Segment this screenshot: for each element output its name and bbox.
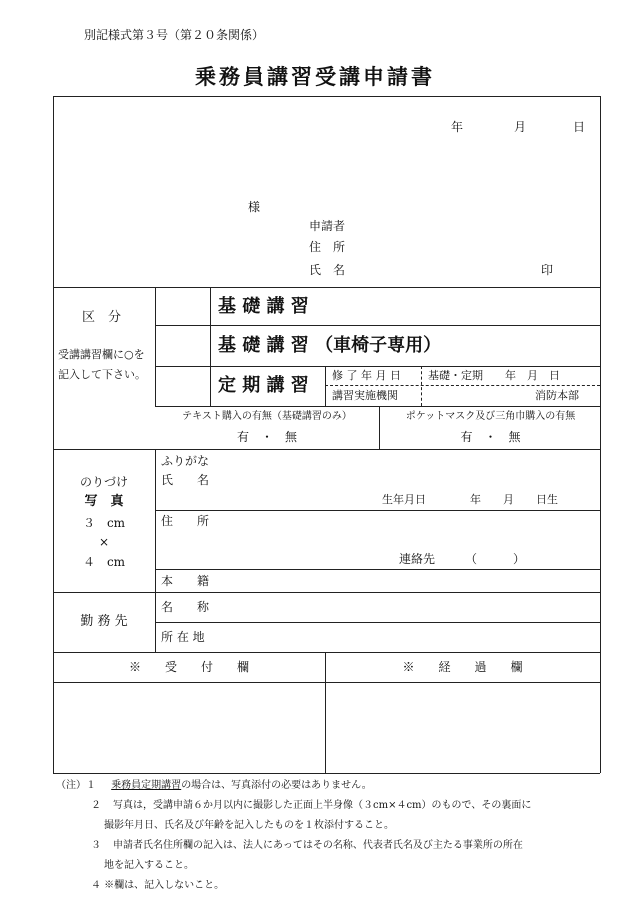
date-day: 日 bbox=[573, 120, 586, 134]
progress-header: ※ 経 過 欄 bbox=[402, 660, 523, 674]
date-year: 年 bbox=[451, 120, 464, 134]
form-title: 乗務員講習受講申請書 bbox=[195, 64, 435, 89]
course-basic-wheelchair: 基 礎 講 習 （車椅子専用） bbox=[218, 335, 442, 356]
photo-line-1: のりづけ bbox=[79, 475, 128, 489]
note-1-prefix: （注）１ bbox=[56, 780, 96, 791]
note-2-line-1: 写真は，受講申請６か月以内に撮影した正面上半身像（３cm×４cm）のもので、その裏面に bbox=[113, 800, 532, 811]
addressee-suffix: 様 bbox=[248, 200, 261, 214]
employer-location-label: 所 在 地 bbox=[161, 630, 205, 644]
completion-date-value: 基礎・定期 年 月 日 bbox=[428, 369, 560, 382]
seal-mark: 印 bbox=[541, 263, 554, 277]
institution-label: 講習実施機関 bbox=[332, 389, 398, 402]
photo-line-2: 写 真 bbox=[84, 494, 124, 509]
applicant-address-label: 住 所 bbox=[309, 240, 346, 254]
note-2-line-2: 撮影年月日、氏名及び年齢を記入したものを１枚添付すること。 bbox=[104, 820, 394, 831]
applicant-name-label: 氏 名 bbox=[309, 263, 346, 277]
date-month: 月 bbox=[514, 120, 527, 134]
note-1 bbox=[56, 781, 372, 791]
course-basic: 基 礎 講 習 bbox=[218, 296, 309, 317]
employer-name-label: 名 称 bbox=[161, 600, 210, 614]
birth-date-label: 生年月日 年 月 日生 bbox=[382, 493, 558, 506]
photo-line-4: × bbox=[98, 535, 110, 549]
form-reference: 別記様式第３号（第２０条関係） bbox=[84, 28, 265, 42]
note-2-number: ２ bbox=[91, 800, 101, 811]
completion-date-label: 修 了 年 月 日 bbox=[332, 369, 401, 382]
mask-choice: 有 ・ 無 bbox=[460, 430, 521, 444]
category-label: 区 分 bbox=[82, 310, 122, 325]
course-periodic: 定 期 講 習 bbox=[218, 375, 309, 396]
note-3-number: ３ bbox=[91, 840, 101, 851]
course-instruction: 受講講習欄に○を記入して下さい。 bbox=[58, 348, 146, 381]
note-4: ４ ※欄は、記入しないこと。 bbox=[91, 880, 225, 891]
applicant-label: 申請者 bbox=[309, 219, 346, 233]
note-1-underlined: 乗務員定期講習 bbox=[111, 780, 182, 791]
textbook-choice: 有 ・ 無 bbox=[236, 430, 297, 444]
photo-line-5: ４ cm bbox=[82, 555, 126, 569]
note-1-text: の場合は、写真添付の必要はありません。 bbox=[181, 780, 372, 791]
contact-label: 連絡先 （ ） bbox=[399, 552, 526, 566]
photo-line-3: ３ cm bbox=[82, 516, 126, 530]
institution-value: 消防本部 bbox=[535, 389, 579, 402]
textbook-label: テキスト購入の有無（基礎講習のみ） bbox=[182, 411, 352, 422]
address-label: 住 所 bbox=[161, 514, 210, 528]
furigana-label: ふりがな bbox=[161, 454, 210, 468]
domicile-label: 本 籍 bbox=[161, 574, 210, 588]
mask-label: ポケットマスク及び三角巾購入の有無 bbox=[405, 411, 576, 422]
note-3-line-2: 地を記入すること。 bbox=[104, 860, 194, 871]
note-3-line-1: 申請者氏名住所欄の記入は、法人にあってはその名称、代表者氏名及び主たる事業所の所在 bbox=[113, 840, 523, 851]
reception-header: ※ 受 付 欄 bbox=[128, 660, 249, 674]
employer-label: 勤 務 先 bbox=[80, 614, 128, 629]
name-label: 氏 名 bbox=[161, 473, 210, 487]
